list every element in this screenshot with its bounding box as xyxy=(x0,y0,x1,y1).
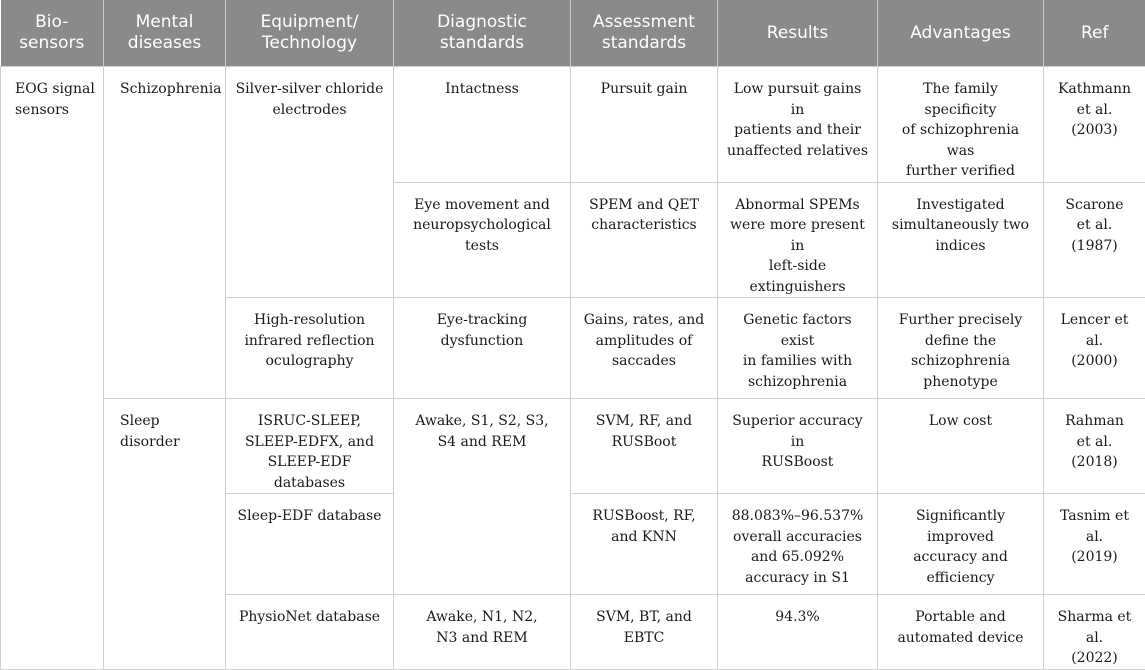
diagnostic-cell: Eye-tracking dysfunction xyxy=(394,298,571,399)
table-row xyxy=(1,399,1145,494)
header-row xyxy=(1,0,1145,67)
diagnostic-cell: Awake, N1, N2, N3 and REM xyxy=(394,595,571,670)
biosensor-cell: EOG signal sensors xyxy=(1,67,104,670)
equipment-cell: High-resolution infrared reflection oculography xyxy=(226,298,394,399)
results-cell: Abnormal SPEMs were more present in left-side extinguishers xyxy=(718,182,878,298)
ref-cell: Lencer et al. (2000) xyxy=(1044,298,1145,399)
equipment-cell: ISRUC-SLEEP, SLEEP-EDFX, and SLEEP-EDF databases xyxy=(226,399,394,494)
disease-cell-schizophrenia: Schizophrenia xyxy=(104,67,226,399)
assessment-cell: Gains, rates, and amplitudes of saccades xyxy=(571,298,718,399)
advantages-cell: Further precisely define the schizophrenia phenotype xyxy=(878,298,1044,399)
header-equipment: Equipment/ Technology xyxy=(226,0,394,67)
ref-cell: Tasnim et al. (2019) xyxy=(1044,494,1145,595)
header-diagnostic: Diagnostic standards xyxy=(394,0,571,67)
advantages-cell: Significantly improved accuracy and efficiency xyxy=(878,494,1044,595)
results-cell: 88.083%–96.537% overall accuracies and 65.092% accuracy in S1 xyxy=(718,494,878,595)
header-mental-diseases: Mental diseases xyxy=(104,0,226,67)
assessment-cell: Pursuit gain xyxy=(571,67,718,183)
results-cell: Genetic factors exist in families with schizophrenia xyxy=(718,298,878,399)
assessment-cell: SPEM and QET characteristics xyxy=(571,182,718,298)
header-biosensors: Bio- sensors xyxy=(1,0,104,67)
ref-cell: Scarone et al. (1987) xyxy=(1044,182,1145,298)
diagnostic-cell: Intactness xyxy=(394,67,571,183)
assessment-cell: SVM, BT, and EBTC xyxy=(571,595,718,670)
assessment-cell: RUSBoost, RF, and KNN xyxy=(571,494,718,595)
header-ref: Ref xyxy=(1044,0,1145,67)
advantages-cell: The family specificity of schizophrenia was further verified xyxy=(878,67,1044,183)
header-advantages: Advantages xyxy=(878,0,1044,67)
disease-cell-sleep-disorder: Sleep disorder xyxy=(104,399,226,670)
table-row xyxy=(1,67,1145,183)
advantages-cell: Portable and automated device xyxy=(878,595,1044,670)
equipment-cell: PhysioNet database xyxy=(226,595,394,670)
ref-cell: Kathmann et al. (2003) xyxy=(1044,67,1145,183)
advantages-cell: Investigated simultaneously two indices xyxy=(878,182,1044,298)
header-results: Results xyxy=(718,0,878,67)
equipment-cell: Silver-silver chloride electrodes xyxy=(226,67,394,298)
assessment-cell: SVM, RF, and RUSBoot xyxy=(571,399,718,494)
advantages-cell: Low cost xyxy=(878,399,1044,494)
equipment-cell: Sleep-EDF database xyxy=(226,494,394,595)
results-cell: 94.3% xyxy=(718,595,878,670)
results-cell: Superior accuracy in RUSBoost xyxy=(718,399,878,494)
results-cell: Low pursuit gains in patients and their unaffected relatives xyxy=(718,67,878,183)
diagnostic-cell: Eye movement and neuropsychological tests xyxy=(394,182,571,298)
ref-cell: Sharma et al. (2022) xyxy=(1044,595,1145,670)
diagnostic-cell: Awake, S1, S2, S3, S4 and REM xyxy=(394,399,571,595)
header-assessment: Assessment standards xyxy=(571,0,718,67)
ref-cell: Rahman et al. (2018) xyxy=(1044,399,1145,494)
